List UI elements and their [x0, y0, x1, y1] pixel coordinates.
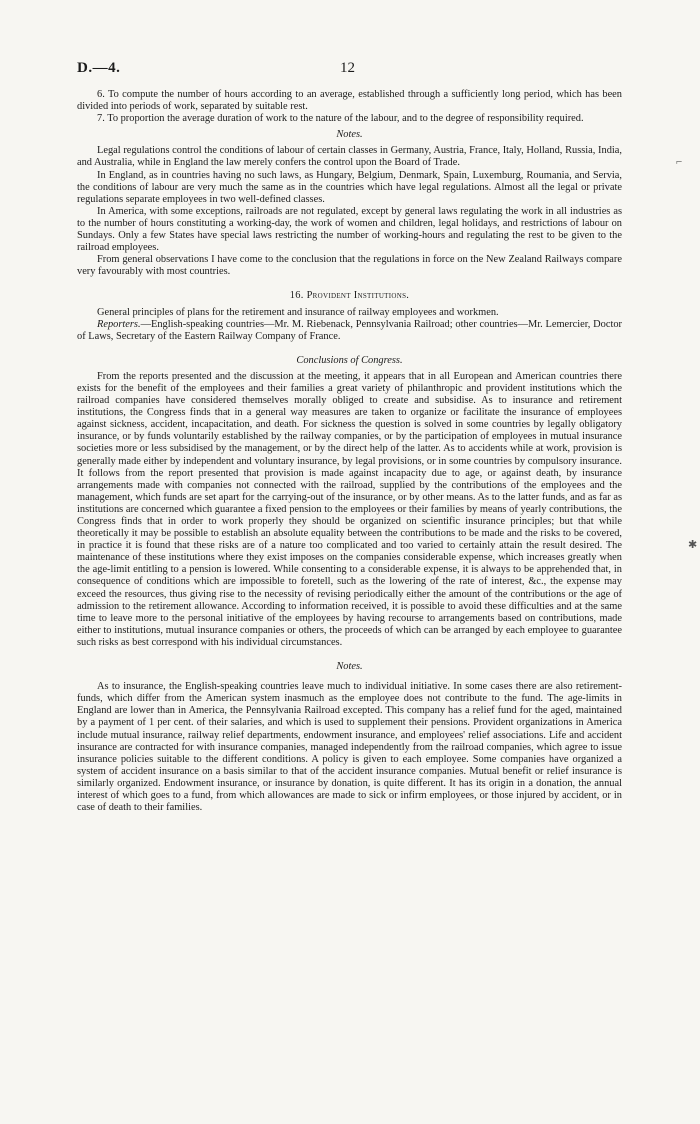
margin-mark: ⌐ — [676, 156, 683, 168]
margin-mark: ✱ — [688, 539, 698, 551]
paragraph: As to insurance, the English-speaking countries leave much to individual initiative. In some cases there are also retirement-funds, which differ from the American system inasmuch as the employee does not contribute to the fund. The age-limits in England are lower than in America, the Pennsylvania Railroad excepted. This company has a relief fund for the aged, maintained by a payment of 1 per cent. of their salaries, and which is used to supplement their pensions. Provident organizations in America include mutual insurance, railway relief departments, endowment insurance, and employees' relief associations. Life and accident insurance are contracted for with insurance companies, managed independently from the railroad companies, which agree to issue insurance policies suitable to the different conditions. A policy is given to each employee. Some companies have organized a system of accident insurance on a basis similar to that of the accident insurance companies. Mutual benefit or relief insurance is similarly organized. Endowment insurance, or insurance by donation, is quite different. It has its origin in a donation, the annual interest of which goes to a fund, from which allowances are made to sick or infirm employees, or those injured by accident, or in case of death to their families. — [77, 681, 622, 814]
page-number: 12 — [340, 60, 355, 76]
reporters-paragraph — [77, 319, 622, 343]
section-heading: 16. Provident Institutions. — [289, 290, 410, 302]
document-reference: D.—4. — [77, 60, 121, 76]
reporters-text: —English-speaking countries—Mr. M. Riebenack, Pennsylvania Railroad; other countries—Mr. Lemercier, Doctor of Laws, Secretary of the Eastern Railway Company of France. — [77, 318, 622, 342]
paragraph: In America, with some exceptions, railroads are not regulated, except by general laws regulating the work in all industries as to the number of hours constituting a working-day, the work of women and children, legal holidays, and restrictions of labour on Sundays. Only a few States have special laws restricting the number of working-hours and regulating the rest to be given to the railroad employees. — [77, 205, 622, 254]
paragraph: General principles of plans for the retirement and insurance of railway employees and workmen. — [97, 306, 499, 318]
paragraph: From the reports presented and the discussion at the meeting, it appears that in all European and American countries there exists for the benefit of the employees and their families a great variety of philanthropic and provident institutions which the railroad companies have considered themselves morally obliged to create and subsidise. As to insurance and retirement institutions, the Congress finds that in a general way measures are taken to organize or facilitate the insurance of employees against sickness, accident, incapacitation, and death. For sickness the question is solved in some countries by legally obligatory insurance, or by funds voluntarily established by the railway companies, or by the participation of employees in mutual insurance societies more or less subsidised by the management, or by the direct help of the latter. As to accidents while at work, provision is generally made either by independent and voluntary insurance, by legal provisions, or in some countries by compulsory insurance. It follows from the report presented that provision is made against incapacity due to age, or against death, by insurance arrangements made with companies not connected with the railroad, supplied by the contributions of the employees and the management, which funds are set apart for the carrying-out of the insurance, or by other means. As to the latter funds, and as far as institutions are concerned which guarantee a fixed pension to the employees or their families by means of yearly contributions, the Congress finds that in order to work properly they should be organized on scientific insurance principles; but that while theoretically it may be possible to establish an absolute equality between the contributions to be made and the risks to be covered, in practice it is found that these risks are of a nature too complicated and too varied to certainly attain the result desired. The maintenance of these institutions where they exist imposes on the companies considerable expense, which increases greatly when the age-limit entitling to a pension is lowered. While consenting to a considerable expense, it is always to be apprehended that, in consequence of conditions which are impossible to foretell, such as the lowering of the rate of interest, &c., the expense may exceed the resources, thus giving rise to the necessity of revising periodically either the amount of the contributions or the age of admission to the retirement allowance. According to information received, it is possible to avoid these difficulties and at the same time to leave more to the personal initiative of the employees by having recourse to arrangements based on contributions, made either to institutions, mutual insurance companies or others, the proceeds of which can be arranged by each employee to guarantee such risks as best correspond with his individual circumstances. — [77, 370, 622, 648]
paragraph: Legal regulations control the conditions of labour of certain classes in Germany, Austria, France, Italy, Holland, Russia, India, and Australia, while in England the law merely confers the control upon the Board of Trade. — [77, 145, 622, 169]
reporters-label: Reporters. — [97, 318, 141, 330]
clause-6: 6. To compute the number of hours according to an average, established through a sufficiently long period, which has been divided into periods of work, separated by suitable rest. — [77, 89, 622, 113]
notes-heading: Notes. — [336, 129, 363, 141]
conclusions-heading: Conclusions of Congress. — [296, 354, 403, 366]
paragraph: From general observations I have come to the conclusion that the regulations in force on the New Zealand Railways compare very favourably with most countries. — [77, 254, 622, 278]
clause-7: 7. To proportion the average duration of work to the nature of the labour, and to the degree of responsibility required. — [97, 113, 584, 125]
document-body — [77, 89, 622, 814]
paragraph: In England, as in countries having no such laws, as Hungary, Belgium, Denmark, Spain, Luxemburg, Roumania, and Servia, the conditions of labour are very much the same as in the countries which have legal regulations. Almost all the legal or private regulations separate employees in two well-defined classes. — [77, 169, 622, 205]
notes-heading: Notes. — [336, 661, 363, 673]
